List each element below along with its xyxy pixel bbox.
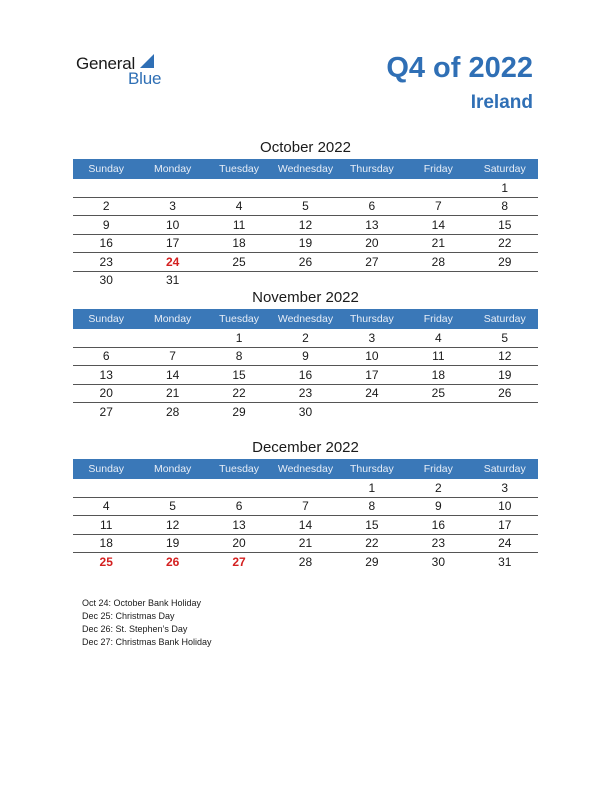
day-cell: 14 (298, 517, 313, 532)
day-cell: 15 (365, 517, 379, 532)
holiday-day-cell: 27 (232, 554, 246, 569)
holiday-notes (82, 597, 212, 649)
day-cell: 17 (165, 236, 180, 251)
week-row (73, 535, 538, 554)
day-cell: 12 (298, 217, 313, 232)
day-cell: 16 (298, 367, 313, 382)
day-cell: 26 (498, 386, 512, 401)
day-cell: 11 (232, 217, 246, 232)
day-cell: 13 (232, 517, 246, 532)
weekday-label: Saturday (483, 313, 526, 325)
week-row (73, 198, 538, 217)
weekday-label: Sunday (88, 163, 125, 175)
day-cell: 1 (501, 180, 509, 195)
holiday-day-cell: 25 (99, 554, 113, 569)
holiday-note: Dec 25: Christmas Day (82, 611, 175, 621)
day-cell: 1 (368, 480, 376, 495)
day-cell: 3 (169, 199, 176, 214)
day-cell: 30 (298, 404, 313, 419)
week-row (73, 348, 538, 367)
weekday-label: Tuesday (219, 163, 259, 175)
day-cell: 30 (431, 554, 445, 569)
month-title: November 2022 (252, 289, 359, 306)
day-cell: 28 (298, 554, 313, 569)
logo-triangle-icon (140, 54, 154, 68)
day-cell: 27 (99, 404, 113, 419)
day-cell: 13 (99, 367, 113, 382)
day-cell: 8 (235, 349, 243, 364)
day-cell: 24 (498, 536, 512, 551)
weekday-label: Sunday (88, 463, 125, 475)
weekday-label: Sunday (88, 313, 125, 325)
day-cell: 2 (302, 330, 309, 345)
day-cell: 8 (368, 499, 376, 514)
day-cell: 7 (169, 349, 176, 364)
day-cell: 5 (169, 499, 176, 514)
day-cell: 10 (165, 217, 180, 232)
weekday-label: Thursday (350, 163, 394, 175)
day-cell: 6 (102, 349, 110, 364)
day-cell: 21 (298, 536, 313, 551)
week-row (73, 329, 538, 348)
day-cell: 25 (232, 254, 246, 269)
brand-logo (76, 52, 186, 92)
weekday-label: Friday (423, 163, 453, 175)
weekday-header (73, 159, 538, 179)
day-cell: 25 (431, 386, 445, 401)
weekday-label: Saturday (483, 463, 526, 475)
day-cell: 11 (432, 349, 445, 364)
day-cell: 20 (99, 386, 113, 401)
holiday-day-cell: 26 (165, 554, 180, 569)
day-cell: 8 (501, 199, 509, 214)
day-cell: 19 (498, 367, 512, 382)
weekday-label: Monday (153, 463, 192, 475)
day-cell: 4 (434, 330, 442, 345)
weekday-label: Thursday (350, 463, 394, 475)
day-cell: 2 (102, 199, 110, 214)
weekday-header (73, 309, 538, 329)
day-cell: 23 (99, 254, 113, 269)
day-cell: 16 (99, 236, 113, 251)
holiday-note: Oct 24: October Bank Holiday (82, 598, 202, 608)
day-cell: 17 (365, 367, 379, 382)
day-cell: 17 (498, 517, 512, 532)
month-title: October 2022 (260, 139, 351, 156)
day-cell: 5 (501, 330, 509, 345)
day-cell: 10 (365, 349, 379, 364)
day-cell: 27 (365, 254, 379, 269)
day-cell: 18 (99, 536, 113, 551)
day-cell: 13 (365, 217, 379, 232)
day-cell: 10 (498, 499, 512, 514)
weekday-label: Wednesday (277, 163, 334, 175)
day-cell: 4 (235, 199, 243, 214)
week-row (73, 235, 538, 254)
weekday-label: Thursday (350, 313, 394, 325)
day-cell: 31 (498, 554, 512, 569)
day-cell: 20 (232, 536, 246, 551)
day-cell: 9 (434, 499, 442, 514)
day-cell: 12 (165, 517, 180, 532)
day-cell: 21 (165, 386, 180, 401)
weekday-header (73, 459, 538, 479)
page-title: Q4 of 2022 (386, 52, 533, 84)
day-cell: 11 (99, 517, 113, 532)
week-row (73, 479, 538, 498)
logo-text-blue: Blue (128, 69, 162, 88)
logo-text-general: General (76, 54, 136, 73)
holiday-day-cell: 24 (165, 254, 180, 269)
day-cell: 21 (431, 236, 445, 251)
weekday-label: Saturday (483, 163, 526, 175)
day-cell: 28 (431, 254, 445, 269)
weekday-label: Tuesday (219, 463, 259, 475)
day-cell: 3 (368, 330, 376, 345)
day-cell: 19 (165, 536, 180, 551)
day-cell: 22 (365, 536, 379, 551)
week-row (73, 366, 538, 385)
day-cell: 5 (302, 199, 309, 214)
day-cell: 22 (232, 386, 246, 401)
holiday-note: Dec 26: St. Stephen’s Day (82, 624, 188, 634)
weekday-label: Friday (423, 313, 453, 325)
weekday-label: Monday (153, 163, 192, 175)
week-row (73, 216, 538, 235)
month-november (73, 287, 538, 421)
day-cell: 18 (431, 367, 445, 382)
weekday-label: Friday (423, 463, 453, 475)
day-cell: 2 (434, 480, 442, 495)
day-cell: 12 (498, 349, 512, 364)
week-row (73, 385, 538, 404)
week-row (73, 253, 538, 272)
day-cell: 4 (102, 499, 110, 514)
month-december (73, 437, 538, 571)
day-cell: 15 (498, 217, 512, 232)
month-title: December 2022 (252, 439, 359, 456)
day-cell: 14 (165, 367, 180, 382)
day-cell: 24 (365, 386, 379, 401)
day-cell: 28 (165, 404, 180, 419)
week-row (73, 553, 538, 571)
day-cell: 19 (298, 236, 313, 251)
day-cell: 9 (302, 349, 309, 364)
day-cell: 14 (431, 217, 445, 232)
day-cell: 7 (302, 499, 309, 514)
page-subtitle: Ireland (470, 92, 533, 113)
weekday-label: Monday (153, 313, 192, 325)
day-cell: 3 (501, 480, 509, 495)
day-cell: 31 (165, 273, 180, 288)
week-row (73, 179, 538, 198)
day-cell: 29 (365, 554, 379, 569)
day-cell: 23 (431, 536, 445, 551)
day-cell: 23 (298, 386, 313, 401)
weekday-label: Wednesday (277, 463, 334, 475)
day-cell: 1 (235, 330, 243, 345)
day-cell: 15 (232, 367, 246, 382)
week-row (73, 403, 538, 421)
day-cell: 6 (368, 199, 376, 214)
week-row (73, 498, 538, 517)
day-cell: 29 (498, 254, 512, 269)
day-cell: 22 (498, 236, 512, 251)
day-cell: 7 (434, 199, 442, 214)
day-cell: 9 (102, 217, 110, 232)
day-cell: 30 (99, 273, 113, 288)
week-row (73, 516, 538, 535)
day-cell: 26 (298, 254, 313, 269)
day-cell: 20 (365, 236, 379, 251)
month-october (73, 137, 538, 289)
weekday-label: Tuesday (219, 313, 259, 325)
day-cell: 29 (232, 404, 246, 419)
day-cell: 18 (232, 236, 246, 251)
holiday-note: Dec 27: Christmas Bank Holiday (82, 637, 212, 647)
weekday-label: Wednesday (277, 313, 334, 325)
day-cell: 6 (235, 499, 243, 514)
day-cell: 16 (431, 517, 445, 532)
